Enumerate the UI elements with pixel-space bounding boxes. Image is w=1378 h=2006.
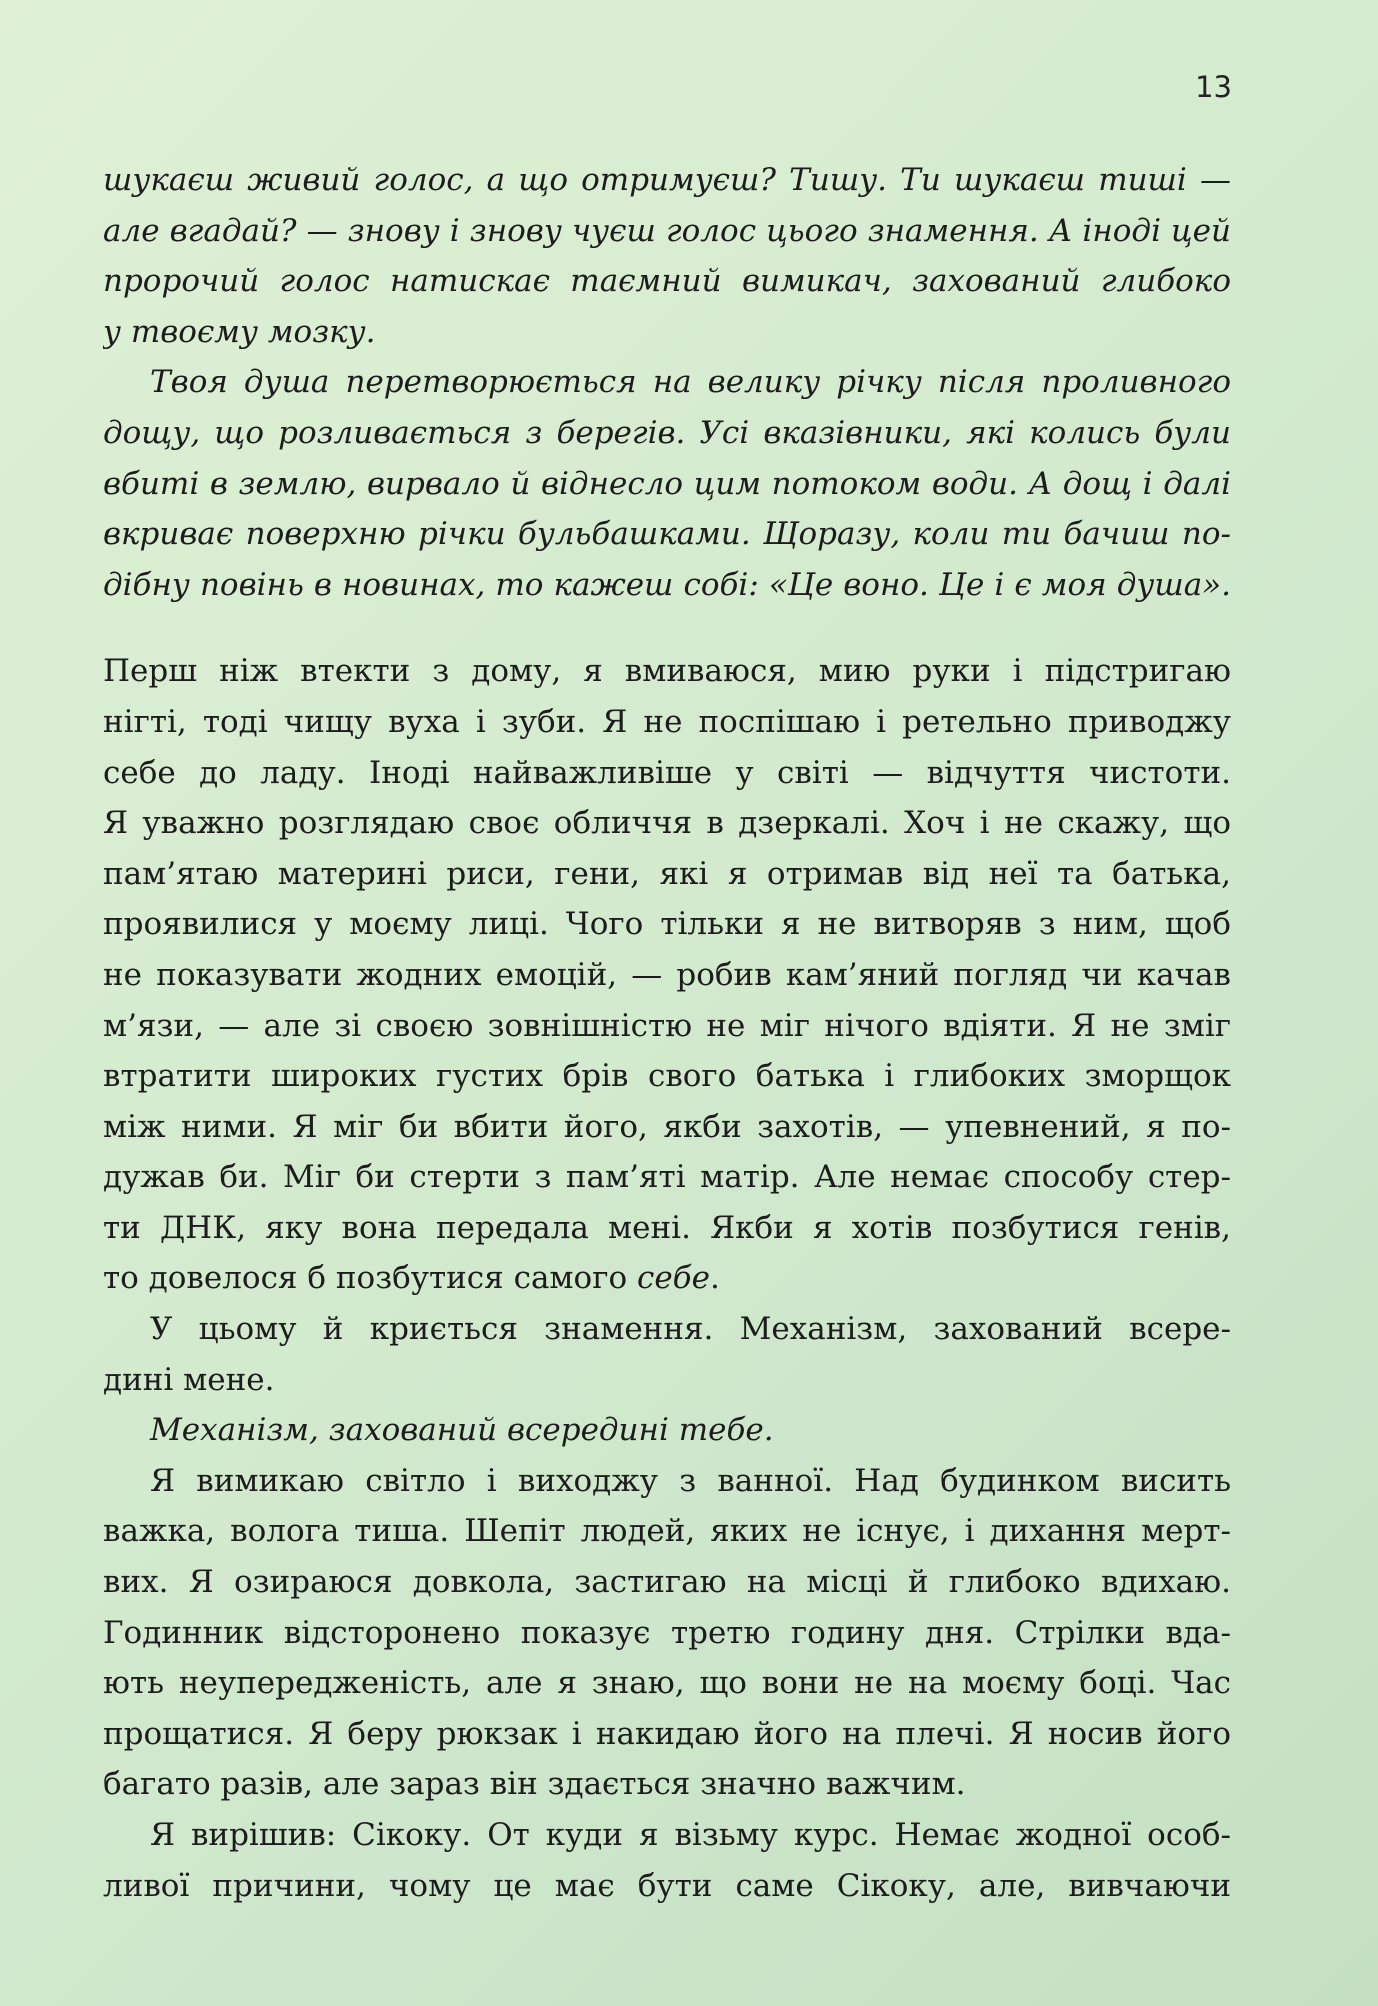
text-line: нігті, тоді чищу вуха і зуби. Я не поспішаю і ретельно приводжу: [103, 703, 1231, 740]
text-line: пам’ятаю материні риси, гени, які я отримав від неї та батька,: [103, 855, 1231, 892]
text-line: Я вирішив: Сікоку. От куди я візьму курс. Немає жодної особ-: [150, 1817, 1231, 1853]
text-segment-italic: себе: [636, 1260, 710, 1297]
text-line: проявилися у моєму лиці. Чого тільки я не витворяв з ним, щоб: [103, 906, 1231, 943]
text-line: У цьому й криється знамення. Механізм, захований всере-: [150, 1311, 1231, 1348]
text-segment: .: [709, 1260, 720, 1297]
text-line: Годинник відсторонено показує третю годину дня. Стрілки вда-: [103, 1614, 1231, 1651]
paragraph-italic-voice: [103, 155, 1231, 357]
paragraph-shikoku: [103, 1810, 1231, 1911]
text-line: не показувати жодних емоцій, — робив кам’яний погляд чи качав: [103, 956, 1231, 993]
page-text: [103, 155, 1231, 1911]
paragraph-omen: [103, 1304, 1231, 1405]
paragraph-italic-mechanism: [103, 1405, 1231, 1456]
text-line: шукаєш живий голос, а що отримуєш? Тишу. Ти шукаєш тиші —: [103, 162, 1231, 198]
text-line: Я уважно розглядаю своє обличчя в дзеркалі. Хоч і не скажу, що: [103, 805, 1231, 842]
text-line: пророчий голос натискає таємний вимикач, захований глибоко: [103, 263, 1231, 300]
text-segment: то довелося б позбутися самого: [103, 1260, 637, 1297]
text-line: м’язи, — але зі своєю зовнішністю не міг нічого вдіяти. Я не зміг: [103, 1007, 1231, 1044]
text-line: дужав би. Міг би стерти з пам’яті матір. Але немає способу стер-: [103, 1159, 1231, 1196]
paragraph-leaving: [103, 1456, 1231, 1810]
text-line: втратити широких густих брів свого батька і глибоких зморщок: [103, 1058, 1231, 1095]
text-line: ливої причини, чому це має бути саме Сікоку, але, вивчаючи: [103, 1867, 1231, 1904]
text-line: ють неупередженість, але я знаю, що вони не на моєму боці. Час: [103, 1665, 1231, 1702]
text-line: дощу, що розливається з берегів. Усі вказівники, які колись були: [103, 414, 1231, 451]
text-line: Перш ніж втекти з дому, я вмиваюся, мию руки і підстригаю: [103, 653, 1231, 690]
page-number: 13: [1195, 70, 1232, 104]
text-line: між ними. Я міг би вбити його, якби захотів, — упевнений, я по-: [103, 1108, 1231, 1145]
text-line: Механізм, захований всередині тебе.: [150, 1412, 774, 1449]
text-line: [103, 1253, 1231, 1304]
text-line: вбиті в землю, вирвало й віднесло цим потоком води. А дощ і далі: [103, 465, 1231, 502]
text-line: прощатися. Я беру рюкзак і накидаю його на плечі. Я носив його: [103, 1715, 1231, 1752]
text-line: вих. Я озираюся довкола, застигаю на місці й глибоко вдихаю.: [103, 1564, 1231, 1601]
text-line: багато разів, але зараз він здається значно важчим.: [103, 1766, 966, 1803]
paragraph-italic-river: [103, 357, 1231, 610]
text-line: у твоєму мозку.: [103, 313, 376, 350]
text-line: дині мене.: [103, 1361, 275, 1398]
text-line: себе до ладу. Іноді найважливіше у світі — відчуття чистоти.: [103, 754, 1231, 791]
text-line: Твоя душа перетворюється на велику річку після проливного: [150, 364, 1231, 401]
text-line: Я вимикаю світло і виходжу з ванної. Над будинком висить: [150, 1462, 1231, 1499]
text-line: важка, волога тиша. Шепіт людей, яких не існує, і дихання мерт-: [103, 1513, 1231, 1550]
section-break: [103, 610, 1231, 646]
paragraph-mirror: [103, 646, 1231, 1304]
text-line: вкриває поверхню річки бульбашками. Щоразу, коли ти бачиш по-: [103, 516, 1231, 553]
text-line: дібну повінь в новинах, то кажеш собі: «Це воно. Це і є моя душа».: [103, 566, 1231, 603]
text-line: але вгадай? — знову і знову чуєш голос цього знамення. А іноді цей: [103, 212, 1231, 249]
text-line: ти ДНК, яку вона передала мені. Якби я хотів позбутися генів,: [103, 1209, 1231, 1246]
